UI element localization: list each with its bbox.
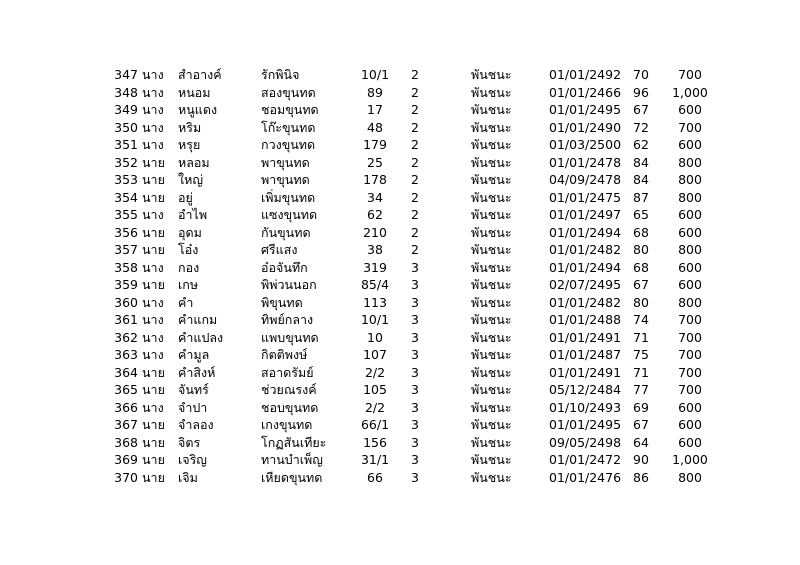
record-age: 68	[633, 259, 649, 275]
record-title: นาย	[142, 417, 165, 432]
table-row	[106, 311, 715, 329]
record-first-name: หริม	[178, 119, 202, 135]
record-moo: 2	[411, 242, 419, 257]
record-house-number: 2/2	[364, 364, 386, 380]
record-first-name: จิตร	[178, 434, 201, 450]
record-last-name: เพิ่มขุนทด	[261, 189, 316, 205]
record-birth-date: 01/01/2478	[549, 154, 622, 170]
record-title: นาง	[142, 329, 164, 345]
record-first-name: ใหญ่	[178, 172, 203, 187]
record-first-name: โอ๋ง	[178, 242, 199, 257]
record-age: 84	[633, 154, 649, 170]
table-row	[106, 399, 715, 417]
record-amount: 700	[678, 347, 702, 362]
record-house-number: 2/2	[364, 399, 386, 415]
record-birth-date: 01/01/2482	[549, 294, 622, 310]
record-birth-date: 01/01/2495	[549, 417, 622, 432]
record-number: 364	[114, 364, 138, 380]
record-first-name: กอง	[178, 259, 200, 275]
record-house-number: 113	[363, 294, 387, 310]
record-age: 72	[633, 119, 649, 135]
record-tambon: พันชนะ	[471, 452, 512, 467]
record-birth-date: 01/01/2495	[549, 102, 622, 117]
record-last-name: แพบขุนทด	[261, 329, 319, 345]
record-tambon: พันชนะ	[471, 154, 512, 170]
record-last-name: ทานบำเพ็ญ	[261, 452, 323, 467]
record-birth-date: 01/01/2482	[549, 242, 622, 257]
record-first-name: สำอางค์	[178, 67, 222, 82]
record-amount: 800	[678, 172, 702, 187]
table-row	[106, 434, 715, 452]
record-last-name: ชอบขุนทด	[261, 399, 319, 415]
record-birth-date: 01/01/2491	[549, 364, 622, 380]
table-row	[106, 294, 715, 312]
record-last-name: อ๋อจันทึก	[261, 259, 308, 275]
record-amount: 800	[678, 469, 702, 485]
record-tambon: พันชนะ	[471, 119, 512, 135]
record-birth-date: 01/01/2497	[549, 207, 622, 222]
record-first-name: เจิม	[178, 469, 198, 485]
record-amount: 700	[678, 119, 702, 135]
record-age: 75	[633, 347, 649, 362]
record-moo: 2	[411, 172, 419, 187]
record-tambon: พันชนะ	[471, 329, 512, 345]
record-house-number: 10/1	[360, 67, 390, 82]
record-house-number: 85/4	[360, 277, 390, 292]
record-last-name: กันขุนทด	[261, 224, 311, 240]
record-moo: 3	[411, 364, 419, 380]
record-title: นาง	[142, 67, 164, 82]
record-last-name: พาขุนทด	[261, 154, 310, 170]
record-tambon: พันชนะ	[471, 469, 512, 485]
record-last-name: พาขุนทด	[261, 172, 310, 187]
record-tambon: พันชนะ	[471, 172, 512, 187]
record-birth-date: 01/01/2488	[549, 312, 622, 327]
record-tambon: พันชนะ	[471, 67, 512, 82]
table-row	[106, 364, 715, 382]
record-title: นาง	[142, 84, 164, 100]
record-tambon: พันชนะ	[471, 207, 512, 222]
record-title: นาย	[142, 224, 165, 240]
record-amount: 700	[678, 364, 702, 380]
record-last-name: สองขุนทด	[261, 84, 316, 100]
record-age: 80	[633, 294, 649, 310]
record-age: 68	[633, 224, 649, 240]
table-row	[106, 66, 715, 84]
record-birth-date: 05/12/2484	[549, 382, 622, 397]
record-last-name: สอาดรัมย์	[261, 364, 314, 380]
record-moo: 2	[411, 154, 419, 170]
record-house-number: 66	[367, 469, 383, 485]
record-number: 354	[114, 189, 138, 205]
record-tambon: พันชนะ	[471, 224, 512, 240]
record-tambon: พันชนะ	[471, 347, 512, 362]
record-title: นาย	[142, 242, 165, 257]
table-row	[106, 276, 715, 294]
record-birth-date: 01/03/2500	[549, 137, 622, 152]
record-birth-date: 01/10/2493	[549, 399, 622, 415]
record-last-name: เกงขุนทด	[261, 417, 313, 432]
record-title: นาย	[142, 469, 165, 485]
record-house-number: 319	[363, 259, 387, 275]
record-birth-date: 01/01/2487	[549, 347, 622, 362]
record-age: 74	[633, 312, 649, 327]
record-amount: 600	[678, 434, 702, 450]
table-row	[106, 189, 715, 207]
record-first-name: หนอม	[178, 84, 211, 100]
record-tambon: พันชนะ	[471, 417, 512, 432]
record-age: 70	[633, 67, 649, 82]
record-first-name: คำสิงห์	[178, 364, 216, 380]
record-title: นาง	[142, 312, 164, 327]
record-title: นาง	[142, 119, 164, 135]
record-moo: 3	[411, 347, 419, 362]
record-birth-date: 02/07/2495	[549, 277, 622, 292]
record-last-name: ชอมขุนทด	[261, 102, 319, 117]
record-amount: 600	[678, 207, 702, 222]
record-last-name: ทิพย์กลาง	[261, 312, 314, 327]
record-moo: 3	[411, 452, 419, 467]
record-title: นาง	[142, 399, 164, 415]
table-row	[106, 346, 715, 364]
record-age: 80	[633, 242, 649, 257]
record-tambon: พันชนะ	[471, 84, 512, 100]
table-row	[106, 206, 715, 224]
record-amount: 800	[678, 294, 702, 310]
record-title: นาย	[142, 364, 165, 380]
record-house-number: 38	[367, 242, 383, 257]
record-amount: 600	[678, 399, 702, 415]
record-number: 350	[114, 119, 138, 135]
record-last-name: รักพินิจ	[261, 67, 300, 82]
record-amount: 700	[678, 329, 702, 345]
record-moo: 2	[411, 224, 419, 240]
record-first-name: อุดม	[178, 224, 202, 240]
record-tambon: พันชนะ	[471, 312, 512, 327]
record-moo: 3	[411, 312, 419, 327]
record-number: 360	[114, 294, 138, 310]
record-age: 67	[633, 102, 649, 117]
record-last-name: ช่วยณรงค์	[261, 382, 317, 397]
record-moo: 3	[411, 469, 419, 485]
record-birth-date: 09/05/2498	[549, 434, 622, 450]
record-house-number: 179	[363, 137, 387, 152]
records-table-body	[106, 66, 715, 486]
record-title: นาย	[142, 382, 165, 397]
record-amount: 600	[678, 137, 702, 152]
record-moo: 3	[411, 294, 419, 310]
record-first-name: คำแปลง	[178, 329, 224, 345]
record-house-number: 178	[363, 172, 387, 187]
record-moo: 3	[411, 382, 419, 397]
table-row	[106, 259, 715, 277]
record-house-number: 31/1	[360, 452, 390, 467]
record-moo: 3	[411, 417, 419, 432]
record-number: 357	[114, 242, 138, 257]
record-amount: 600	[678, 224, 702, 240]
record-number: 368	[114, 434, 138, 450]
record-tambon: พันชนะ	[471, 294, 512, 310]
table-row	[106, 136, 715, 154]
record-house-number: 10	[367, 329, 383, 345]
record-number: 347	[114, 67, 138, 82]
record-birth-date: 01/01/2490	[549, 119, 622, 135]
record-amount: 600	[678, 277, 702, 292]
record-moo: 2	[411, 67, 419, 82]
table-row	[106, 171, 715, 189]
record-title: นาย	[142, 154, 165, 170]
record-first-name: จำปา	[178, 399, 208, 415]
record-last-name: พิขุนทด	[261, 294, 303, 310]
record-title: นาย	[142, 277, 165, 292]
record-birth-date: 01/01/2466	[549, 84, 622, 100]
record-first-name: อำไพ	[178, 207, 208, 222]
record-age: 69	[633, 399, 649, 415]
record-birth-date: 04/09/2478	[549, 172, 622, 187]
record-number: 351	[114, 137, 138, 152]
record-number: 370	[114, 469, 138, 485]
record-age: 90	[633, 452, 649, 467]
table-row	[106, 381, 715, 399]
record-age: 96	[633, 84, 649, 100]
record-title: นาง	[142, 137, 164, 152]
record-tambon: พันชนะ	[471, 277, 512, 292]
record-last-name: แซงขุนทด	[261, 207, 318, 222]
record-number: 365	[114, 382, 138, 397]
record-number: 366	[114, 399, 138, 415]
record-age: 62	[633, 137, 649, 152]
record-last-name: โกฏสันเทียะ	[261, 434, 327, 450]
record-number: 363	[114, 347, 138, 362]
record-number: 352	[114, 154, 138, 170]
record-first-name: หนูแดง	[178, 102, 218, 117]
record-last-name: เหียดขุนทด	[261, 469, 323, 485]
record-first-name: เกษ	[178, 277, 199, 292]
record-first-name: จันทร์	[178, 382, 209, 397]
record-house-number: 66/1	[360, 417, 390, 432]
record-birth-date: 01/01/2476	[549, 469, 622, 485]
records-table	[106, 66, 715, 486]
record-age: 64	[633, 434, 649, 450]
record-title: นาย	[142, 434, 165, 450]
table-row	[106, 451, 715, 469]
record-last-name: โก๊ะขุนทด	[261, 119, 316, 135]
table-row	[106, 224, 715, 242]
record-birth-date: 01/01/2472	[549, 452, 622, 467]
record-amount: 800	[678, 242, 702, 257]
record-amount: 800	[678, 154, 702, 170]
record-tambon: พันชนะ	[471, 259, 512, 275]
record-amount: 700	[678, 312, 702, 327]
record-house-number: 10/1	[360, 312, 390, 327]
table-row	[106, 101, 715, 119]
record-tambon: พันชนะ	[471, 189, 512, 205]
record-title: นาย	[142, 172, 165, 187]
record-moo: 3	[411, 434, 419, 450]
record-amount: 700	[678, 67, 702, 82]
record-house-number: 62	[367, 207, 383, 222]
record-age: 65	[633, 207, 649, 222]
record-age: 67	[633, 277, 649, 292]
record-title: นาง	[142, 294, 164, 310]
record-moo: 3	[411, 259, 419, 275]
record-tambon: พันชนะ	[471, 102, 512, 117]
table-row	[106, 119, 715, 137]
record-house-number: 17	[367, 102, 383, 117]
record-tambon: พันชนะ	[471, 399, 512, 415]
record-moo: 2	[411, 137, 419, 152]
record-house-number: 210	[363, 224, 387, 240]
record-number: 349	[114, 102, 138, 117]
record-first-name: คำแกม	[178, 312, 218, 327]
record-amount: 700	[678, 382, 702, 397]
record-first-name: หรุย	[178, 137, 201, 152]
record-house-number: 89	[367, 84, 383, 100]
record-number: 362	[114, 329, 138, 345]
record-house-number: 34	[367, 189, 383, 205]
record-moo: 2	[411, 119, 419, 135]
record-first-name: หลอม	[178, 154, 210, 170]
record-last-name: กิตติพงษ์	[261, 347, 308, 362]
record-title: นาง	[142, 207, 164, 222]
record-moo: 2	[411, 84, 419, 100]
record-age: 71	[633, 329, 649, 345]
record-amount: 1,000	[672, 84, 708, 100]
record-last-name: พิพ่วนนอก	[261, 277, 317, 292]
record-age: 84	[633, 172, 649, 187]
record-number: 361	[114, 312, 138, 327]
record-moo: 3	[411, 399, 419, 415]
record-number: 355	[114, 207, 138, 222]
table-row	[106, 329, 715, 347]
record-amount: 1,000	[672, 452, 708, 467]
record-moo: 2	[411, 207, 419, 222]
record-first-name: คำมูล	[178, 347, 210, 362]
record-last-name: กวงขุนทด	[261, 137, 316, 152]
record-number: 353	[114, 172, 138, 187]
record-house-number: 156	[363, 434, 387, 450]
record-birth-date: 01/01/2491	[549, 329, 622, 345]
record-moo: 2	[411, 102, 419, 117]
table-row	[106, 241, 715, 259]
record-first-name: จำลอง	[178, 417, 214, 432]
table-row	[106, 84, 715, 102]
record-birth-date: 01/01/2475	[549, 189, 622, 205]
record-age: 67	[633, 417, 649, 432]
record-house-number: 48	[367, 119, 383, 135]
record-amount: 600	[678, 102, 702, 117]
record-tambon: พันชนะ	[471, 242, 512, 257]
record-tambon: พันชนะ	[471, 382, 512, 397]
record-number: 348	[114, 84, 138, 100]
record-birth-date: 01/01/2494	[549, 259, 622, 275]
record-first-name: อยู่	[178, 189, 193, 205]
record-first-name: เจริญ	[178, 452, 207, 467]
record-amount: 600	[678, 417, 702, 432]
record-tambon: พันชนะ	[471, 364, 512, 380]
table-row	[106, 469, 715, 487]
record-moo: 2	[411, 189, 419, 205]
record-title: นาง	[142, 102, 164, 117]
record-last-name: ศรีแสง	[261, 242, 298, 257]
record-first-name: คำ	[178, 294, 194, 310]
record-title: นาง	[142, 259, 164, 275]
record-house-number: 25	[367, 154, 383, 170]
record-moo: 3	[411, 277, 419, 292]
record-age: 71	[633, 364, 649, 380]
record-house-number: 105	[363, 382, 387, 397]
table-row	[106, 154, 715, 172]
record-age: 87	[633, 189, 649, 205]
record-birth-date: 01/01/2494	[549, 224, 622, 240]
record-tambon: พันชนะ	[471, 137, 512, 152]
record-title: นาง	[142, 347, 164, 362]
record-title: นาย	[142, 452, 165, 467]
record-house-number: 107	[363, 347, 387, 362]
record-age: 77	[633, 382, 649, 397]
record-number: 369	[114, 452, 138, 467]
record-amount: 800	[678, 189, 702, 205]
record-number: 359	[114, 277, 138, 292]
record-amount: 600	[678, 259, 702, 275]
record-title: นาย	[142, 189, 165, 205]
record-moo: 3	[411, 329, 419, 345]
table-row	[106, 416, 715, 434]
record-number: 358	[114, 259, 138, 275]
record-birth-date: 01/01/2492	[549, 67, 622, 82]
record-age: 86	[633, 469, 649, 485]
record-tambon: พันชนะ	[471, 434, 512, 450]
record-number: 356	[114, 224, 138, 240]
record-number: 367	[114, 417, 138, 432]
